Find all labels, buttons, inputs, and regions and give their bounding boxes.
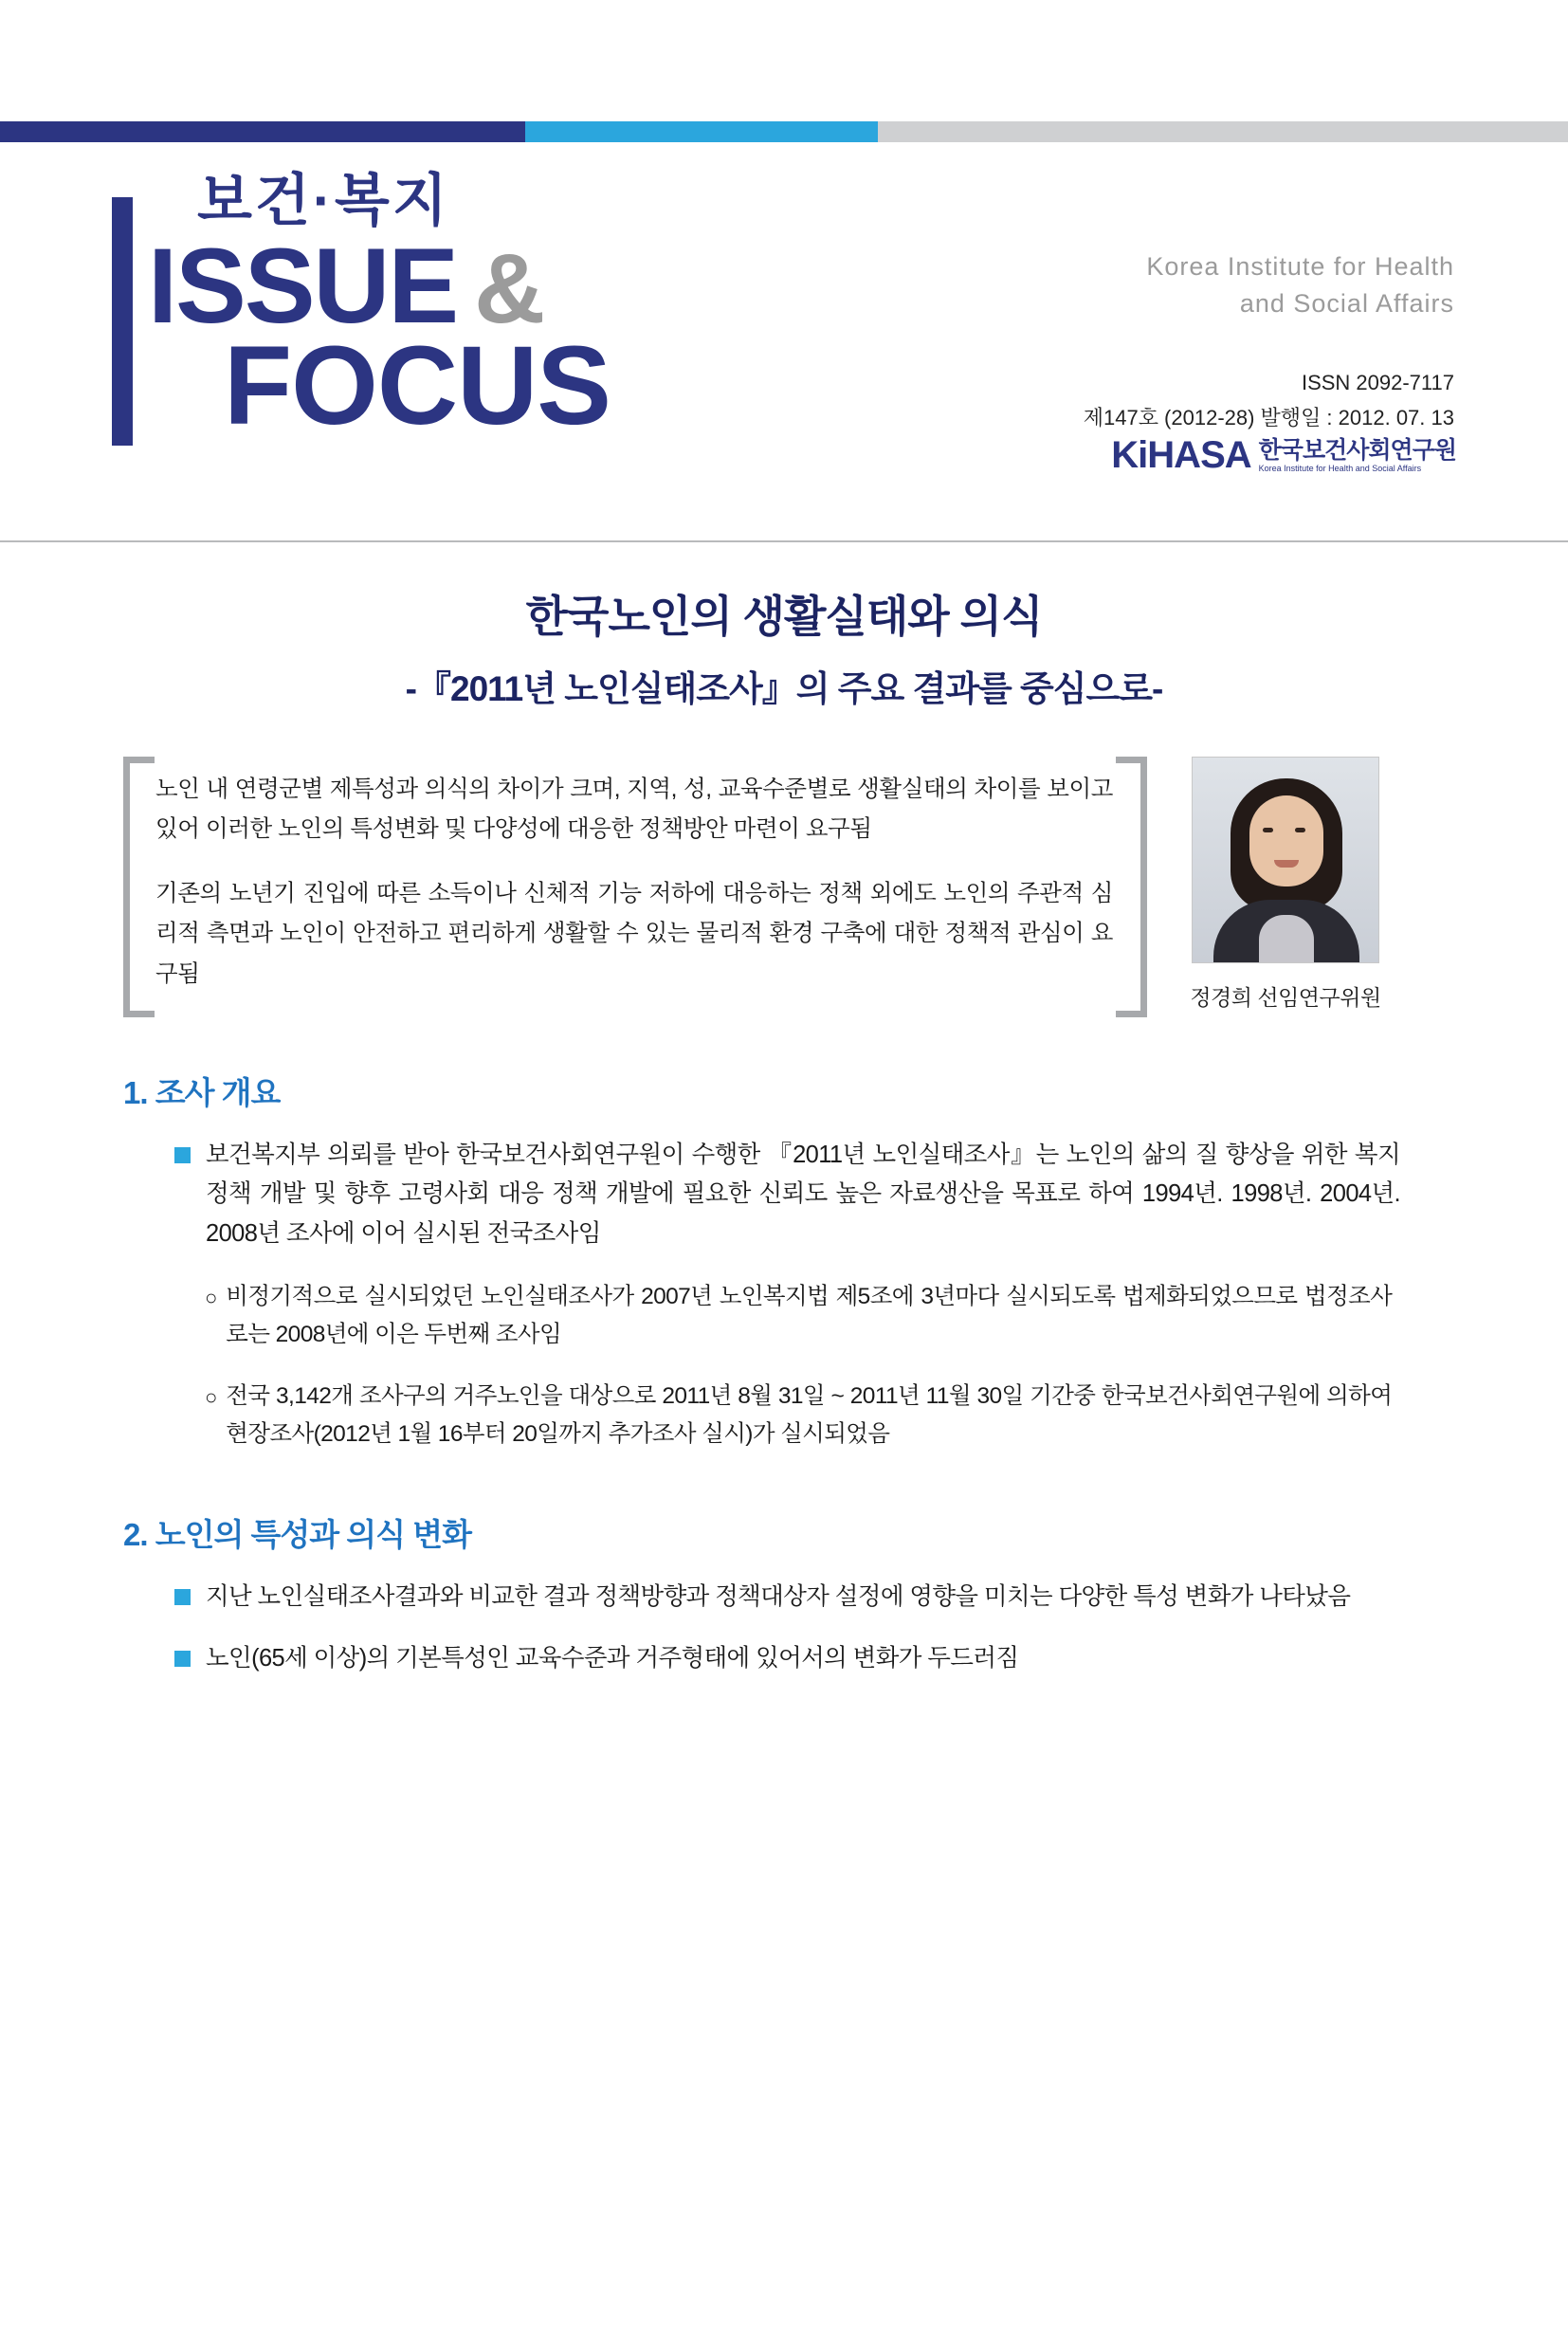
institute-line-1: Korea Institute for Health	[1146, 252, 1454, 281]
kihasa-logo	[1111, 434, 1456, 477]
topbar-navy-segment	[0, 121, 525, 142]
kihasa-english-name: Korea Institute for Health and Social Affairs	[1258, 463, 1422, 473]
kihasa-wordmark: KiHASA	[1111, 434, 1251, 476]
masthead	[0, 142, 1568, 540]
photo-face-shape	[1249, 795, 1323, 886]
list-item	[174, 1578, 1454, 1617]
issn-text: ISSN 2092-7117	[1301, 371, 1454, 394]
summary-paragraph-1: 노인 내 연령군별 제특성과 의식의 차이가 크며, 지역, 성, 교육수준별로 생활실태의 차이를 보이고 있어 이러한 노인의 특성변화 및 다양성에 대응한 정책방안 마련이 요구됨	[155, 777, 1113, 843]
circle-bullet-icon: ○	[205, 1285, 218, 1309]
list-item	[205, 1378, 1454, 1453]
issue-number-date: 제147호 (2012-28) 발행일 : 2012. 07. 13	[1083, 406, 1454, 430]
section-1-bullet-3: 전국 3,142개 조사구의 거주노인을 대상으로 2011년 8월 31일 ~ 2011년 11월 30일 기간중 한국보건사회연구원에 의하여 현장조사(2012년 1월 16부터 20일까지 추가조사 실시)가 실시되었음	[226, 1383, 1393, 1447]
kihasa-korean-name: 한국보건사회연구원	[1258, 437, 1456, 465]
photo-mouth-shape	[1274, 860, 1299, 868]
section-1	[123, 1069, 1454, 1453]
page-subtitle: -『2011년 노인실태조사』의 주요 결과를 중심으로-	[405, 669, 1163, 708]
topbar-gray-segment	[878, 121, 1568, 142]
bracket-left	[123, 757, 155, 1017]
topbar-blue-segment	[525, 121, 878, 142]
kihasa-name-block	[1259, 438, 1456, 472]
author-photo	[1192, 757, 1379, 963]
section-2-heading: 2. 노인의 특성과 의식 변화	[123, 1516, 471, 1552]
issue-metadata	[1084, 365, 1454, 436]
photo-eye-right	[1295, 828, 1305, 832]
square-bullet-icon	[174, 1147, 191, 1163]
square-bullet-icon	[174, 1589, 191, 1605]
photo-eye-left	[1263, 828, 1273, 832]
bracket-right	[1116, 757, 1147, 1017]
circle-bullet-icon: ○	[205, 1385, 218, 1410]
section-1-bullet-1: 보건복지부 의뢰를 받아 한국보건사회연구원이 수행한 『2011년 노인실태조사』는 노인의 삶의 질 향상을 위한 복지정책 개발 및 향후 고령사회 대응 정책 개발에 필요한 신뢰도 높은 자료생산을 목표로 하여 1994년. 1998년. 2004년. 2008년 조사에 이어 실시된 전국조사임	[206, 1142, 1400, 1247]
publication-logo	[112, 163, 851, 446]
list-item	[174, 1639, 1454, 1678]
author-block	[1172, 757, 1399, 1012]
institute-name	[1146, 248, 1454, 322]
logo-ampersand: &	[474, 234, 544, 344]
institute-line-2: and Social Affairs	[1239, 289, 1454, 319]
summary-row	[123, 757, 1454, 1012]
list-item	[174, 1136, 1454, 1253]
list-item	[205, 1278, 1454, 1353]
logo-issue-text: ISSUE	[148, 227, 458, 345]
document-title-block	[0, 582, 1568, 711]
summary-box	[123, 757, 1147, 1004]
section-1-heading: 1. 조사 개요	[123, 1075, 281, 1110]
logo-korean-title: 보건·복지	[197, 169, 450, 232]
photo-collar-shape	[1259, 915, 1314, 962]
section-2	[123, 1510, 1454, 1679]
summary-paragraph-2: 기존의 노년기 진입에 따른 소득이나 신체적 기능 저하에 대응하는 정책 외에도 노인의 주관적 심리적 측면과 노인이 안전하고 편리하게 생활할 수 있는 물리적 환경 구축에 대한 정책적 관심이 요구됨	[155, 881, 1113, 987]
section-1-bullet-2: 비정기적으로 실시되었던 노인실태조사가 2007년 노인복지법 제5조에 3년마다 실시되도록 법제화되었으므로 법정조사로는 2008년에 이은 두번째 조사임	[226, 1283, 1393, 1347]
logo-vertical-bar	[112, 197, 133, 446]
section-2-bullet-1: 지난 노인실태조사결과와 비교한 결과 정책방향과 정책대상자 설정에 영향을 미치는 다양한 특성 변화가 나타났음	[206, 1582, 1351, 1610]
author-name: 정경희 선임연구위원	[1190, 985, 1381, 1010]
top-color-bar	[0, 121, 1568, 142]
square-bullet-icon	[174, 1651, 191, 1667]
logo-focus-word: FOCUS	[224, 323, 611, 448]
page-title: 한국노인의 생활실태와 의식	[525, 592, 1043, 641]
section-2-bullet-2: 노인(65세 이상)의 기본특성인 교육수준과 거주형태에 있어서의 변화가 두드러짐	[206, 1644, 1019, 1672]
header-divider	[0, 540, 1568, 542]
